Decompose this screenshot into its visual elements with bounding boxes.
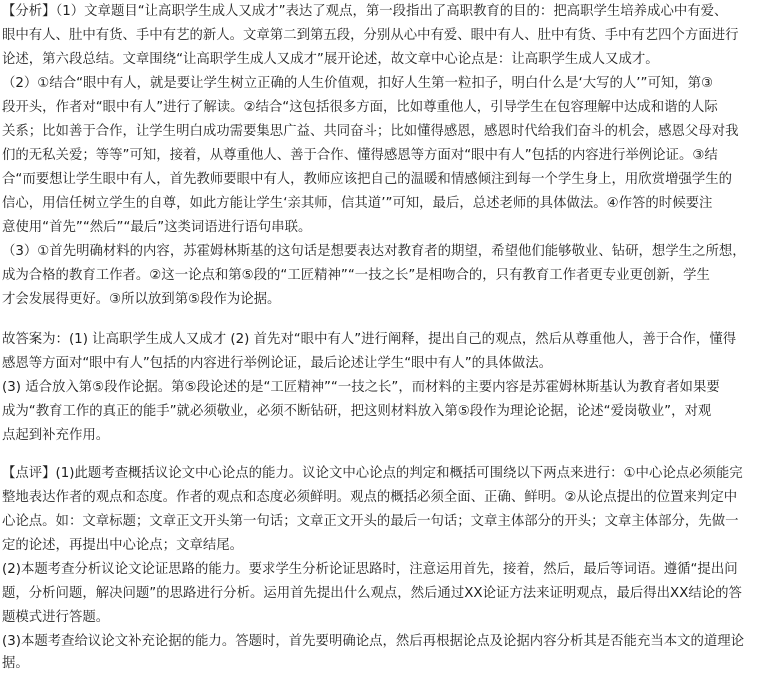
text-line: 感恩等方面对“眼中有人”包括的内容进行举例论证，最后论述让学生“眼中有人”的具体做法。 (2, 356, 552, 371)
text-line: 段开头，作者对“眼中有人”进行了解读。②结合“这包括很多方面，比如尊重他人，引导学生在包容理解中达成和谐的人际 (2, 100, 718, 115)
text-line: 信心，用信任树立学生的自尊，如此方能让学生‘亲其师，信其道’”可知，最后，总述老师的具体做法。④作答的时候要注 (2, 196, 713, 211)
text-line: 定的论述，再提出中心论点；文章结尾。 (2, 538, 244, 553)
text-line: (2)本题考查分析议论文论证思路的能力。要求学生分析论证思路时，注意运用首先，接着，然后，最后等词语。遵循“提出问 (2, 562, 738, 577)
text-line: 眼中有人、肚中有货、手中有艺的新人。文章第二到第五段，分别从心中有爱、眼中有人、肚中有货、手中有艺四个方面进行 (2, 28, 739, 43)
text-line: 【点评】(1)此题考查概括议论文中心论点的能力。议论文中心论点的判定和概括可围绕以下两点来进行：①中心论点必须能完 (2, 466, 743, 481)
text-line: 意使用“首先”“然后”“最后”这类词语进行语句串联。 (2, 220, 312, 235)
text-line: (3) 适合放入第⑤段作论据。第⑤段论述的是“工匠精神”“一技之长”，而材料的主要内容是苏霍姆林斯基认为教育者如果要 (2, 380, 720, 395)
text-line: 故答案为：(1) 让高职学生成人又成才 (2) 首先对“眼中有人”进行阐释，提出自己的观点，然后从尊重他人，善于合作，懂得 (2, 332, 737, 347)
text-line: (3)本题考查给议论文补充论据的能力。答题时，首先要明确论点，然后再根据论点及论据内容分析其是否能充当本文的道理论 (2, 634, 745, 649)
text-line: （3）①首先明确材料的内容，苏霍姆林斯基的这句话是想要表达对教育者的期望，希望他们能够敬业、钻研，想学生之所想， (2, 244, 746, 259)
text-line: 才会发展得更好。③所以放到第⑤段作为论据。 (2, 292, 281, 307)
text-line: 心论点。如：文章标题；文章正文开头第一句话；文章正文开头的最后一句话；文章主体部分的开头；文章主体部分，先做一 (2, 514, 739, 529)
text-line: 们的无私关爱；等等”可知，接着，从尊重他人、善于合作、懂得感恩等方面对“眼中有人”包括的内容进行举例论证。③结 (2, 148, 718, 163)
text-line: 【分析】（1）文章题目“让高职学生成人又成才”表达了观点，第一段指出了高职教育的目的：把高职学生培养成心中有爱、 (2, 4, 728, 19)
text-line: 合“而要想让学生眼中有人，首先教师要眼中有人，教师应该把自己的温暖和情感倾注到每一个学生身上，用欣赏增强学生的 (2, 172, 733, 187)
text-line: 整地表达作者的观点和态度。作者的观点和态度必须鲜明。观点的概括必须全面、正确、鲜明。②从论点提出的位置来判定中 (2, 490, 738, 505)
text-line: 成为合格的教育工作者。②这一论点和第⑤段的“工匠精神”“一技之长”是相吻合的，只有教育工作者更专业更创新，学生 (2, 268, 710, 283)
text-line: 题，分析问题，解决问题”的思路进行分析。运用首先提出什么观点，然后通过XX论证方法来证明观点，最后得出XX结论的答 (2, 586, 742, 601)
text-line: 题模式进行答题。 (2, 610, 110, 625)
text-line: 关系；比如善于合作，让学生明白成功需要集思广益、共同奋斗；比如懂得感恩，感恩时代给我们奋斗的机会，感恩父母对我 (2, 124, 739, 139)
text-line: 成为“教育工作的真正的能手”就必须敬业，必须不断钻研，把这则材料放入第⑤段作为理论论据，论述“爱岗敬业”，对观 (2, 404, 712, 419)
text-line: 论述，第六段总结。文章围绕“让高职学生成人又成才”展开论述，故文章中心论点是：让高职学生成人又成才。 (2, 52, 659, 67)
text-line: 点起到补充作用。 (2, 428, 110, 443)
text-line: （2）①结合“眼中有人，就是要让学生树立正确的人生价值观，扣好人生第一粒扣子，明白什么是‘大写的人’”可知，第③ (2, 76, 714, 91)
text-line: 据。 (2, 656, 29, 671)
